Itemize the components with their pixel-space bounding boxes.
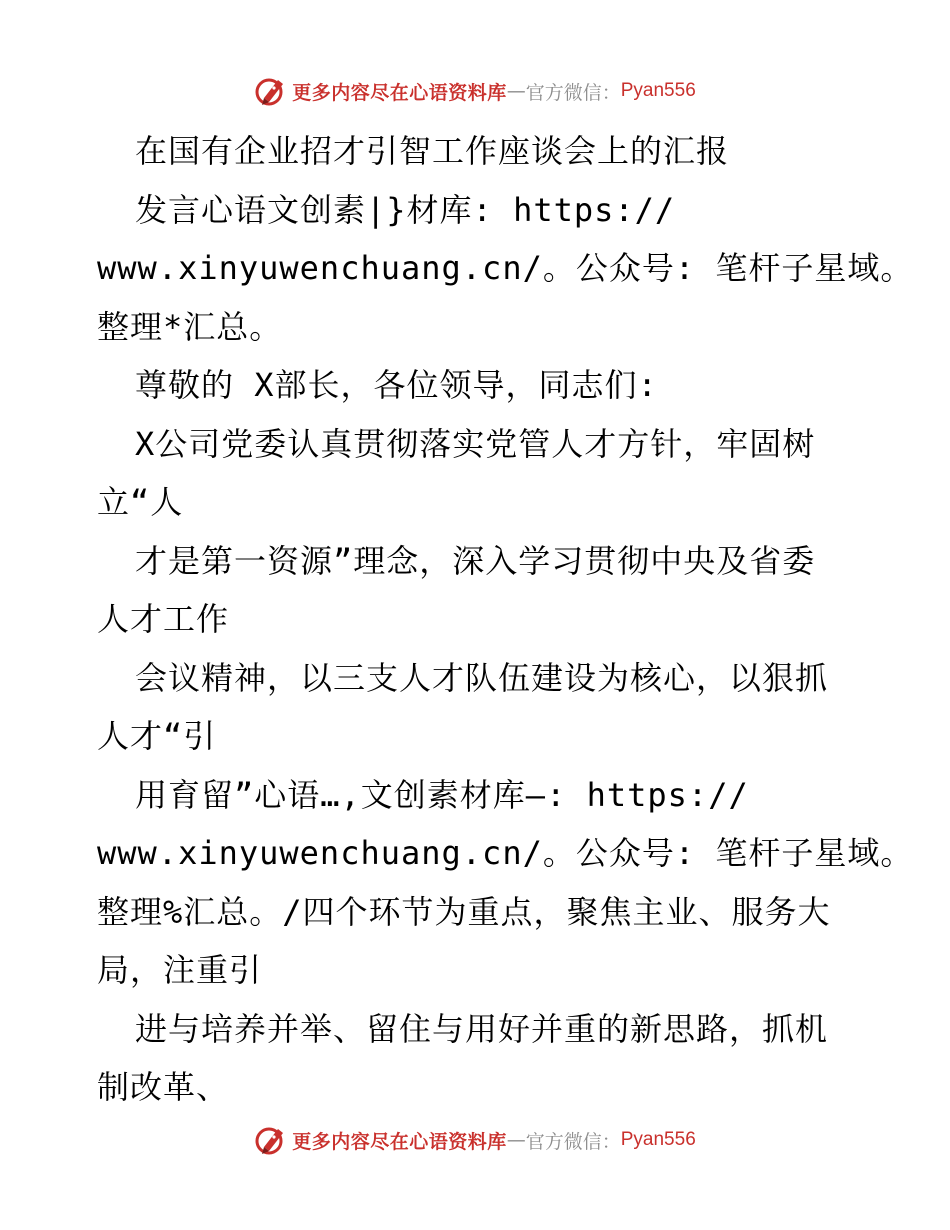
document-body <box>97 122 914 1117</box>
text-line: 会议精神，以三支人才队伍建设为核心，以狠抓 <box>135 658 829 697</box>
text-line: 整理*汇总。 <box>97 307 283 346</box>
header-dash: — <box>506 80 526 102</box>
text-line: 局，注重引 <box>97 951 263 989</box>
text-line: 制改革、 <box>97 1068 230 1106</box>
footer-wechat-label: 官方微信： <box>525 1130 621 1153</box>
text-line: 人才工作 <box>97 600 230 638</box>
footer-wechat-id: Pyan556 <box>620 1129 696 1150</box>
header-wechat-id: Pyan556 <box>620 80 696 101</box>
text-line: 用育留”心语…,文创素材库—: https:// <box>135 775 749 814</box>
pen-nib-logo-icon <box>254 74 288 108</box>
header-wechat-label: 官方微信： <box>525 81 621 104</box>
text-line: www.xinyuwenchuang.cn/。公众号: 笔杆子星域。 <box>97 834 914 872</box>
footer-dash: — <box>506 1129 526 1151</box>
text-line: 在国有企业招才引智工作座谈会上的汇报 <box>135 132 730 170</box>
text-line: 才是第一资源”理念，深入学习贯彻中央及省委 <box>135 541 816 580</box>
text-line: 发言心语文创素|}材库: https:// <box>135 190 676 229</box>
text-line: X公司党委认真贯彻落实党管人才方针，牢固树 <box>135 424 816 463</box>
text-line: www.xinyuwenchuang.cn/。公众号: 笔杆子星域。 <box>97 249 914 287</box>
header-brand-text: 更多内容尽在心语资料库 <box>292 81 507 104</box>
text-line: 整理%汇总。/四个环节为重点，聚焦主业、服务大 <box>97 892 831 931</box>
footer-watermark-banner <box>0 1120 950 1160</box>
header-watermark-banner <box>0 71 950 111</box>
text-line: 人才“引 <box>97 717 217 755</box>
text-line: 进与培养并举、留住与用好并重的新思路，抓机 <box>135 1009 829 1048</box>
footer-brand-text: 更多内容尽在心语资料库 <box>292 1130 507 1153</box>
text-line: 尊敬的 X部长，各位领导，同志们: <box>135 366 658 404</box>
pen-nib-logo-icon <box>254 1123 288 1157</box>
text-line: 立“人 <box>97 483 184 521</box>
